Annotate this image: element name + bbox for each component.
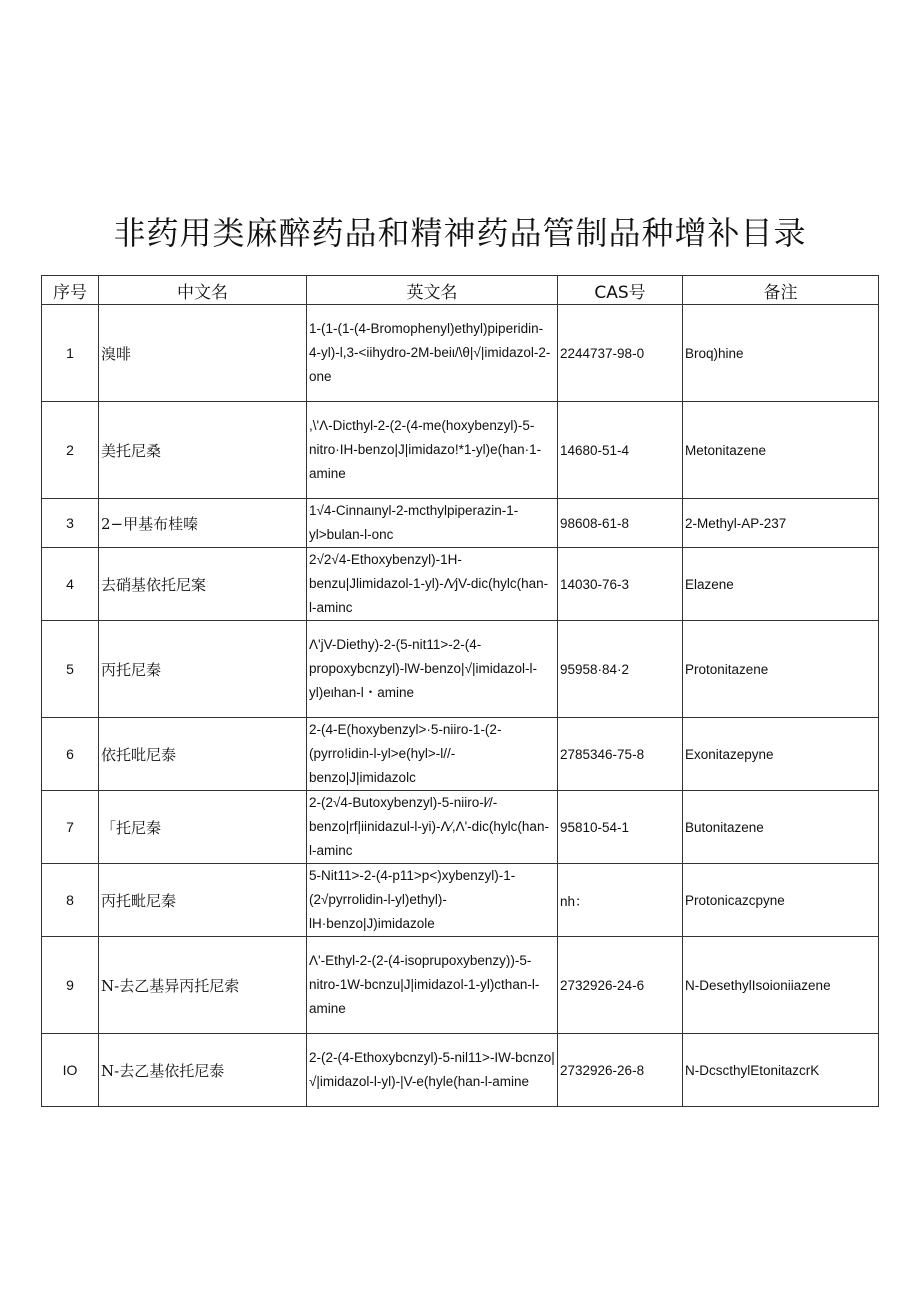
header-seq: 序号 [42,276,99,305]
table-row [42,402,879,499]
cell-cn-name: 「托尼秦 [99,791,307,864]
cell-cn-name: 丙托尼秦 [99,621,307,718]
header-row [42,276,879,305]
cell-seq: 4 [42,548,99,621]
cell-cas: 2732926-24-6 [558,937,683,1034]
cell-cn-name: 依托吡尼泰 [99,718,307,791]
cell-note: Exonitazepyne [683,718,879,791]
header-note: 备注 [683,276,879,305]
substance-table [41,275,879,1107]
cell-en-name: 2-(2-(4-Ethoxybcnzyl)-5-nil11>-IW-bcnzo|√|imidazol-l-yl)-|V-e(hyle(han-l-amine [307,1034,558,1107]
cell-cas: 95810-54-1 [558,791,683,864]
table-row [42,718,879,791]
cell-cas: 2244737-98-0 [558,305,683,402]
page-title: 非药用类麻醉药品和精神药品管制品种增补目录 [113,214,807,252]
cell-note: Elazene [683,548,879,621]
header-cn-name: 中文名 [99,276,307,305]
cell-seq: 1 [42,305,99,402]
cell-en-name: 2√2√4-Ethoxybenzyl)-1H-benzu|Jlimidazol-1-yl)-Λ∕jV-dic(hylc(han-l-aminc [307,548,558,621]
cell-seq: 3 [42,499,99,548]
cell-cn-name: N-去乙基依托尼泰 [99,1034,307,1107]
cell-cn-name: 2−甲基布桂嗪 [99,499,307,548]
cell-note: Protonitazene [683,621,879,718]
cell-en-name: ,\'Λ-Dicthyl-2-(2-(4-me(hoxybenzyl)-5-nitro·IH-benzo|J|imidazo!*1-yl)e(han·1-amine [307,402,558,499]
cell-note: N-DcscthylEtonitazcrK [683,1034,879,1107]
cell-cas: 2732926-26-8 [558,1034,683,1107]
cell-en-name: 2-(2√4-Butoxybenzyl)-5-niiro-l∕/-benzo|rf|iinidazul-l-yi)-Λ∕,Λ'-dic(hylc(han-l-aminc [307,791,558,864]
table-row [42,548,879,621]
cell-cas: 14030-76-3 [558,548,683,621]
cell-seq: 6 [42,718,99,791]
cell-en-name: 2-(4-E(hoxybenzyl>·5-niiro-1-(2-(pyrro!idin-l-yl>e(hyl>-l//-benzo|J|imidazolc [307,718,558,791]
cell-cn-name: 丙托毗尼秦 [99,864,307,937]
cell-note: Protonicazcpyne [683,864,879,937]
cell-seq: 9 [42,937,99,1034]
cell-cas: 95958·84·2 [558,621,683,718]
cell-cn-name: 去硝基依托尼案 [99,548,307,621]
cell-en-name: 1√4-Cinnaιnyl-2-mcthylpiperazin-1-yl>bulan-l-onc [307,499,558,548]
cell-cn-name: 溴啡 [99,305,307,402]
cell-en-name: 5-Nit11>-2-(4-p11>p<)xybenzyl)-1-(2√pyrrolidin-l-yl)ethyl)-lH·benzo|J)imidazole [307,864,558,937]
table-row [42,499,879,548]
table-row [42,305,879,402]
cell-seq: 5 [42,621,99,718]
cell-note: Metonitazene [683,402,879,499]
cell-seq: 7 [42,791,99,864]
cell-en-name: 1-(1-(1-(4-Bromophenyl)ethyl)piperidin-4-yl)-l,3-<iihydro-2M-beiι/\θ|√|imidazol-2-one [307,305,558,402]
cell-seq: 2 [42,402,99,499]
cell-en-name: Λ'jV-Diethy)-2-(5-nit11>-2-(4-propoxybcnzyl)-lW-benzo|√|imidazol-l-yl)eιhan-l・amine [307,621,558,718]
cell-note: 2-Methyl-AP-237 [683,499,879,548]
cell-note: Broq)hine [683,305,879,402]
cell-en-name: Λ'-Ethyl-2-(2-(4-isoprupoxybenzy))-5-nitro-1W-bcnzu|J|imidazol-1-yl)cthan-l-amine [307,937,558,1034]
cell-seq: 8 [42,864,99,937]
header-en-name: 英文名 [307,276,558,305]
cell-cas: 2785346-75-8 [558,718,683,791]
table-row [42,864,879,937]
cell-cn-name: 美托尼桑 [99,402,307,499]
table-row [42,937,879,1034]
cell-cn-name: N-去乙基异丙托尼索 [99,937,307,1034]
cell-note: N-DesethylIsoioniiazene [683,937,879,1034]
header-cas: CAS号 [558,276,683,305]
cell-note: Butonitazene [683,791,879,864]
table-row [42,1034,879,1107]
cell-cas: 14680-51-4 [558,402,683,499]
cell-cas: nh： [558,864,683,937]
table-row [42,621,879,718]
table-row [42,791,879,864]
cell-seq: IO [42,1034,99,1107]
cell-cas: 98608-61-8 [558,499,683,548]
